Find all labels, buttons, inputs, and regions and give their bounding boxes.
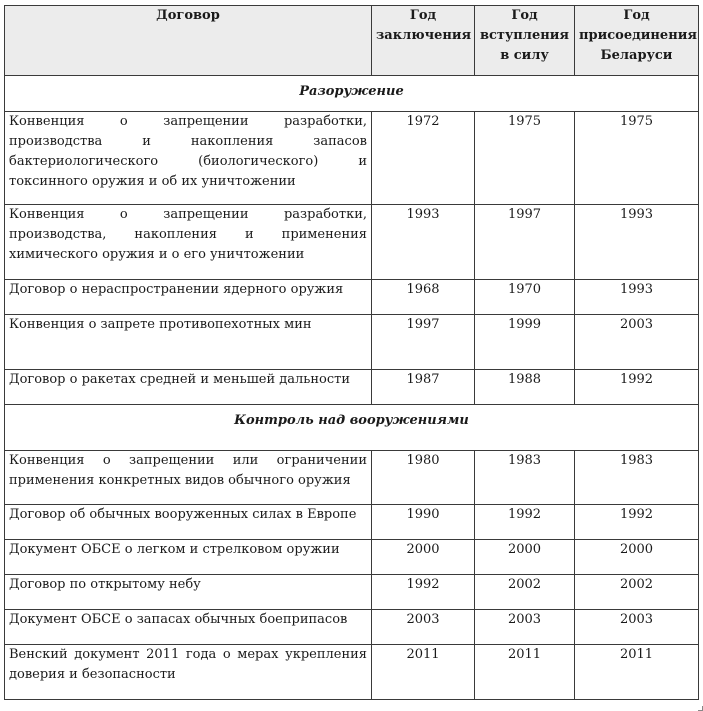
header-year-belarus: Год присоединения Беларуси [575, 6, 699, 76]
year-belarus: 2003 [575, 610, 699, 645]
table-row [5, 205, 699, 280]
year-belarus: 2003 [575, 315, 699, 370]
table-row [5, 540, 699, 575]
page-corner-mark [698, 706, 703, 711]
year-concluded: 2000 [372, 540, 475, 575]
treaty-name: Конвенция о запрете противопехотных мин [5, 315, 372, 370]
year-concluded: 2011 [372, 645, 475, 700]
year-in-force: 1983 [475, 451, 575, 505]
year-concluded: 1997 [372, 315, 475, 370]
year-concluded: 1980 [372, 451, 475, 505]
year-in-force: 2003 [475, 610, 575, 645]
year-concluded: 1992 [372, 575, 475, 610]
year-in-force: 1992 [475, 505, 575, 540]
table-row [5, 315, 699, 370]
year-in-force: 2011 [475, 645, 575, 700]
table-row [5, 575, 699, 610]
section-row [5, 405, 699, 451]
table-body [5, 76, 699, 700]
section-title-disarmament: Разоружение [5, 76, 699, 112]
header-year-concluded: Год заключения [372, 6, 475, 76]
header-treaty: Договор [5, 6, 372, 76]
year-belarus: 2000 [575, 540, 699, 575]
table-row [5, 370, 699, 405]
year-concluded: 1972 [372, 112, 475, 205]
year-in-force: 2002 [475, 575, 575, 610]
treaties-table [4, 5, 699, 700]
treaty-name: Договор по открытому небу [5, 575, 372, 610]
treaty-name: Венский документ 2011 года о мерах укрепления доверия и безопасности [5, 645, 372, 700]
year-in-force: 1997 [475, 205, 575, 280]
year-belarus: 1992 [575, 370, 699, 405]
table-row [5, 610, 699, 645]
year-belarus: 2011 [575, 645, 699, 700]
year-concluded: 1993 [372, 205, 475, 280]
year-concluded: 2003 [372, 610, 475, 645]
year-concluded: 1990 [372, 505, 475, 540]
year-in-force: 2000 [475, 540, 575, 575]
year-in-force: 1970 [475, 280, 575, 315]
year-in-force: 1999 [475, 315, 575, 370]
year-belarus: 1975 [575, 112, 699, 205]
section-row [5, 76, 699, 112]
header-year-in-force: Год вступления в силу [475, 6, 575, 76]
header-row [5, 6, 699, 76]
treaty-name: Договор о ракетах средней и меньшей дальности [5, 370, 372, 405]
year-in-force: 1988 [475, 370, 575, 405]
treaty-name: Договор о нераспространении ядерного оружия [5, 280, 372, 315]
treaty-name: Договор об обычных вооруженных силах в Европе [5, 505, 372, 540]
table-row [5, 112, 699, 205]
year-concluded: 1987 [372, 370, 475, 405]
year-belarus: 1983 [575, 451, 699, 505]
treaty-name: Документ ОБСЕ о запасах обычных боеприпасов [5, 610, 372, 645]
treaty-name: Конвенция о запрещении или ограничении применения конкретных видов обычного оружия [5, 451, 372, 505]
year-belarus: 1993 [575, 205, 699, 280]
treaty-name: Документ ОБСЕ о легком и стрелковом оружии [5, 540, 372, 575]
table-header [5, 6, 699, 76]
table-row [5, 645, 699, 700]
year-concluded: 1968 [372, 280, 475, 315]
section-title-arms-control: Контроль над вооружениями [5, 405, 699, 451]
year-belarus: 1992 [575, 505, 699, 540]
table-row [5, 505, 699, 540]
year-belarus: 1993 [575, 280, 699, 315]
treaty-name: Конвенция о запрещении разработки, производства и накопления запасов бактериологического (биологического) и токсинного оружия и об их уничтожении [5, 112, 372, 205]
year-belarus: 2002 [575, 575, 699, 610]
table-row [5, 280, 699, 315]
year-in-force: 1975 [475, 112, 575, 205]
table-row [5, 451, 699, 505]
treaty-name: Конвенция о запрещении разработки, производства, накопления и применения химического оружия и о его уничтожении [5, 205, 372, 280]
